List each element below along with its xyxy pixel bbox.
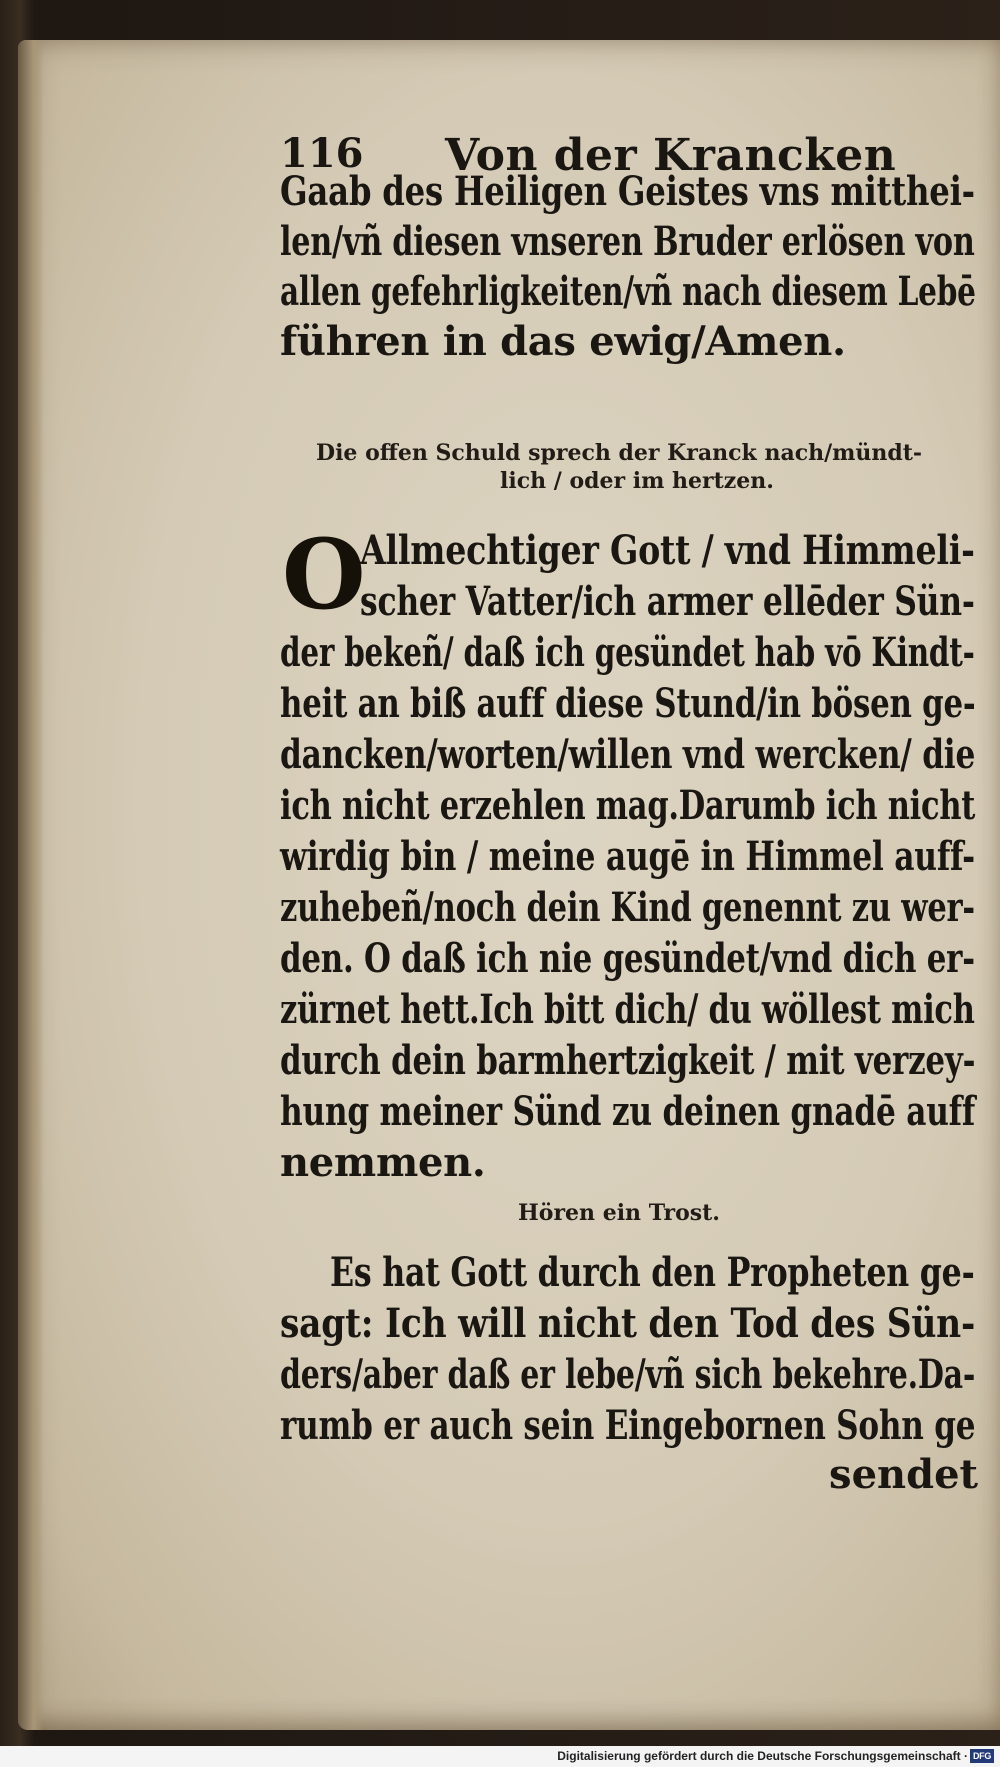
paragraph-3-line: ders/aber daß er lebe/vñ sich bekehre.Da- <box>280 1351 976 1398</box>
paragraph-2-line: wirdig bin / meine augē in Himmel auff- <box>280 833 975 880</box>
paragraph-2-line: durch dein barmhertzigkeit / mit verzey- <box>280 1037 976 1084</box>
paragraph-1-line: len/vñ diesen vnseren Bruder erlösen von <box>280 218 975 265</box>
paragraph-3-line: sagt: Ich will nicht den Tod des Sün- <box>280 1300 976 1347</box>
page-number: 116 <box>280 130 364 177</box>
rubric-heading: Hören ein Trost. <box>518 1200 720 1226</box>
rubric-line: lich / oder im hertzen. <box>500 468 774 494</box>
paragraph-2-line: heit an biß auff diese Stund/in bösen ge- <box>280 680 976 727</box>
drop-cap: O <box>282 518 366 631</box>
catchword: sendet <box>829 1451 978 1498</box>
page-edge-shadow <box>18 40 44 1730</box>
paragraph-1-line: führen in das ewig/Amen. <box>280 318 846 365</box>
running-head-title: Von der Krancken <box>445 130 897 181</box>
paragraph-1-line: allen gefehrligkeiten/vñ nach diesem Lebē <box>280 268 976 315</box>
paragraph-2-line: hung meiner Sünd zu deinen gnadē auff <box>280 1088 976 1135</box>
paragraph-2-line: dancken/worten/willen vnd wercken/ die <box>280 731 976 778</box>
paragraph-3-line: rumb er auch sein Eingebornen Sohn ge <box>280 1402 976 1449</box>
paragraph-2-line: ich nicht erzehlen mag.Darumb ich nicht <box>280 782 976 829</box>
paragraph-2-line: Allmechtiger Gott / vnd Himmeli- <box>360 527 975 574</box>
paragraph-2-line: der bekeñ/ daß ich gesündet hab vō Kindt- <box>280 629 975 676</box>
paragraph-2-line: nemmen. <box>280 1139 486 1186</box>
paragraph-2-line: zürnet hett.Ich bitt dich/ du wöllest mich <box>280 986 975 1033</box>
paragraph-3-line: Es hat Gott durch den Propheten ge- <box>330 1249 975 1296</box>
paragraph-1-line: Gaab des Heiligen Geistes vns mitthei- <box>280 168 975 215</box>
dfg-logo: DFG <box>970 1749 994 1763</box>
rubric-line: Die offen Schuld sprech der Kranck nach/mündt- <box>316 440 923 466</box>
paragraph-2-line: den. O daß ich nie gesündet/vnd dich er- <box>280 935 975 982</box>
paragraph-2-line: scher Vatter/ich armer ellēder Sün- <box>360 578 975 625</box>
paragraph-2-line: zuhebeñ/noch dein Kind genennt zu wer- <box>280 884 975 931</box>
footer-credit: Digitalisierung gefördert durch die Deutsche Forschungsgemeinschaft · <box>557 1749 968 1763</box>
